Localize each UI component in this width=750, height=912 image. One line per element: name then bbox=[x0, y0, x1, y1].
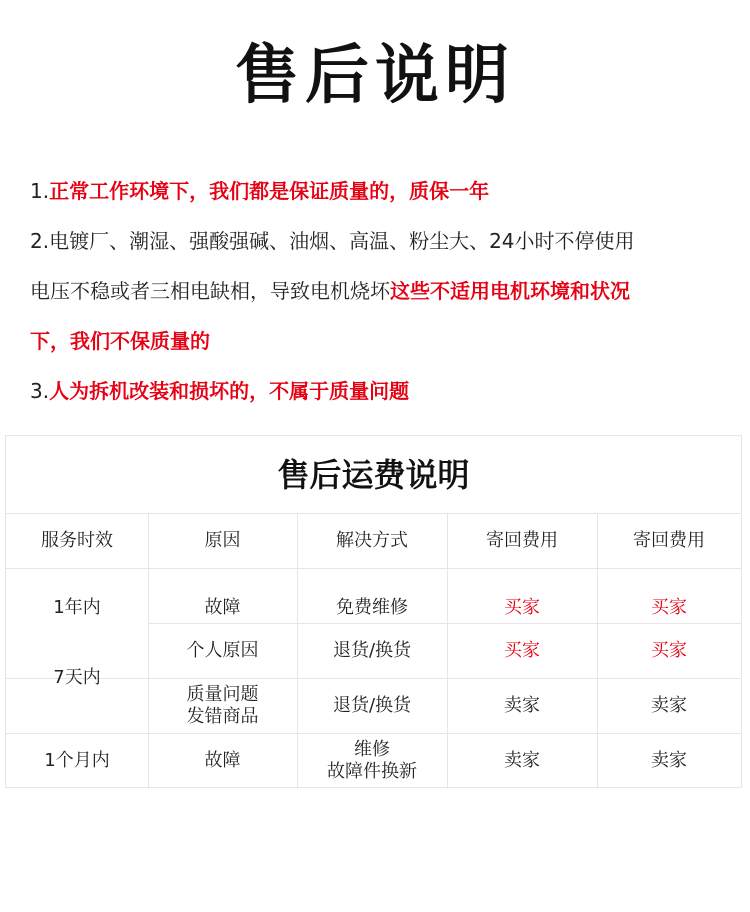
note-2-highlight: 这些不适用电机环境和状况 bbox=[390, 279, 630, 303]
page-title: 售后说明 bbox=[235, 39, 515, 113]
after-sales-notes bbox=[30, 166, 730, 416]
table-cell-solution: 维修 故障件换新 bbox=[327, 738, 417, 782]
header-service-period: 服务时效 bbox=[41, 530, 113, 551]
header-return-fee: 寄回费用 bbox=[486, 530, 558, 551]
table-cell-solution: 退货/换货 bbox=[332, 694, 412, 716]
note-3 bbox=[30, 366, 730, 416]
table-cell-fee: 卖家 bbox=[651, 749, 687, 771]
note-1-number: 1. bbox=[30, 179, 50, 203]
table-cell-reason: 个人原因 bbox=[186, 639, 259, 661]
table-cell-fee: 买家 bbox=[504, 639, 540, 661]
period-1-year: 1年内 bbox=[53, 597, 101, 618]
shipping-fee-table bbox=[5, 435, 742, 788]
table-cell-reason: 故障 bbox=[204, 749, 241, 771]
table-cell-reason: 故障 bbox=[204, 597, 241, 618]
note-2-line-1: 2.电镀厂、潮湿、强酸强碱、油烟、高温、粉尘大、24小时不停使用 bbox=[30, 229, 635, 253]
note-2-line-2 bbox=[30, 266, 730, 316]
note-3-text: 人为拆机改装和损坏的，不属于质量问题 bbox=[49, 379, 410, 403]
header-return-fee-2: 寄回费用 bbox=[633, 530, 705, 551]
header-reason: 原因 bbox=[204, 530, 241, 551]
table-cell-solution: 退货/换货 bbox=[332, 639, 412, 661]
period-7-days: 7天内 bbox=[53, 667, 101, 688]
table-cell-solution: 免费维修 bbox=[336, 597, 408, 618]
table-cell-fee: 买家 bbox=[651, 597, 687, 618]
table-cell-fee: 卖家 bbox=[504, 694, 540, 716]
period-1-month: 1个月内 bbox=[44, 749, 110, 771]
note-2-plain-text: 电压不稳或者三相电缺相，导致电机烧坏 bbox=[30, 279, 390, 303]
table-cell-fee: 卖家 bbox=[651, 694, 687, 716]
note-1 bbox=[30, 166, 730, 216]
table-cell-fee: 买家 bbox=[504, 597, 540, 618]
note-1-text: 正常工作环境下，我们都是保证质量的，质保一年 bbox=[49, 179, 490, 203]
header-solution: 解决方式 bbox=[336, 530, 408, 551]
table-cell-fee: 卖家 bbox=[504, 749, 540, 771]
table-title: 售后运费说明 bbox=[6, 436, 741, 514]
note-3-number: 3. bbox=[30, 379, 50, 403]
note-2-line-3: 下，我们不保质量的 bbox=[30, 329, 210, 353]
table-cell-fee: 买家 bbox=[651, 639, 687, 661]
table-cell-reason: 质量问题 发错商品 bbox=[186, 683, 259, 727]
